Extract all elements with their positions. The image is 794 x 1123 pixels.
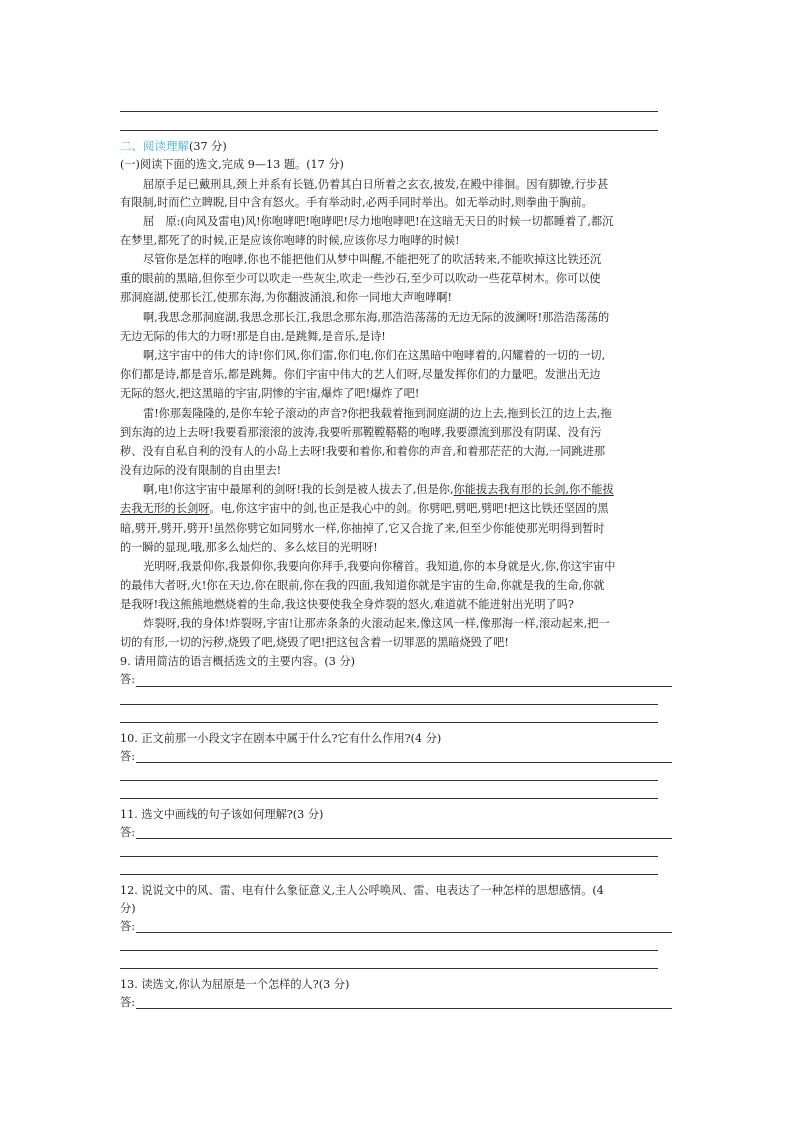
answer-field[interactable]	[136, 686, 672, 687]
passage-line	[120, 502, 680, 515]
passage-line: 到东海的边上去呀!我要看那滚滚的波涛,我要听那鞺鞺鞳鞳的咆哮,我要漂流到那没有阴谋、没有污	[120, 426, 602, 439]
underlined-sentence: 你能拔去我有形的长剑,你不能拔	[453, 483, 614, 496]
answer-rule[interactable]	[120, 798, 658, 799]
passage-line: 没有边际的没有限制的自由里去!	[120, 464, 282, 477]
passage-text: 。电,你这宇宙中的剑,也正是我心中的剑。你劈吧,劈吧,劈吧!把这比铁还坚固的黑	[209, 502, 609, 515]
question-10: 10. 正文前那一小段文字在剧本中属于什么?它有什么作用?(4 分)	[120, 732, 442, 745]
passage-line: 屈原手足已戴刑具,颈上并系有长链,仍着其白日所着之玄衣,披发,在殿中徘徊。因有脚镣,行步甚	[143, 178, 609, 191]
passage-line: 切的有形,一切的污秽,烧毁了吧,烧毁了吧!把这包含着一切罪恶的黑暗烧毁了吧!	[120, 636, 509, 649]
section-points: (37 分)	[189, 140, 227, 153]
section-title: 二、阅读理解	[120, 140, 189, 153]
answer-field[interactable]	[136, 838, 672, 839]
question-11: 11. 选文中画线的句子该如何理解?(3 分)	[120, 808, 324, 821]
answer-rule[interactable]	[120, 856, 658, 857]
passage-line: 重的眼前的黑暗,但你至少可以吹走一些灰尘,吹走一些沙石,至少可以吹动一些花草树木。你可以使	[120, 272, 601, 285]
answer-rule	[120, 130, 658, 131]
answer-rule[interactable]	[120, 780, 658, 781]
passage-line: 啊,我思念那洞庭湖,我思念那长江,我思念那东海,那浩浩荡荡的无边无际的波澜呀!那浩浩荡荡的	[143, 311, 610, 324]
question-9: 9. 请用简洁的语言概括选文的主要内容。(3 分)	[120, 655, 356, 668]
passage-line: 啊,这宇宙中的伟大的诗!你们风,你们雷,你们电,你们在这黑暗中咆哮着的,闪耀着的一切的一切,	[143, 349, 606, 362]
passage-line: 光明呀,我景仰你,我景仰你,我要向你拜手,我要向你稽首。我知道,你的本身就是火,你,你这宇宙中	[143, 560, 616, 573]
answer-field[interactable]	[136, 1008, 672, 1009]
question-12-cont: 分)	[120, 902, 136, 915]
answer-rule[interactable]	[120, 704, 658, 705]
passage-line: 无边无际的伟大的力呀!那是自由,是跳舞,是音乐,是诗!	[120, 330, 386, 343]
passage-line: 屈 原:(向风及雷电)风!你咆哮吧!咆哮吧!尽力地咆哮吧!在这暗无天日的时候一切都睡着了,都沉	[143, 215, 614, 228]
passage-line: 是我呀!我这熊熊地燃烧着的生命,我这快要使我全身炸裂的怒火,难道就不能迸射出光明了吗?	[120, 598, 574, 611]
answer-rule[interactable]	[120, 950, 658, 951]
answer-label: 答:	[120, 673, 135, 686]
passage-line: 秽、没有自私自利的没有人的小岛上去呀!我要和着你,和着你的声音,和着那茫茫的大海,一同跳进那	[120, 445, 606, 458]
passage-intro: (一)阅读下面的选文,完成 9—13 题。(17 分)	[120, 158, 344, 171]
passage-line: 在梦里,都死了的时候,正是应该你咆哮的时候,应该你尽力咆哮的时候!	[120, 234, 460, 247]
answer-label: 答:	[120, 750, 135, 763]
answer-rule[interactable]	[120, 874, 658, 875]
passage-line: 你们都是诗,都是音乐,都是跳舞。你们宇宙中伟大的艺人们呀,尽量发挥你们的力量吧。发泄出无边	[120, 368, 601, 381]
passage-text: 啊,电!你这宇宙中最犀利的剑呀!我的长剑是被人拔去了,但是你,	[143, 483, 454, 496]
answer-label: 答:	[120, 826, 135, 839]
section-heading	[120, 140, 680, 153]
question-13: 13. 读选文,你认为屈原是一个怎样的人?(3 分)	[120, 978, 350, 991]
passage-line: 的最伟大者呀,火!你在天边,你在眼前,你在我的四面,我知道你就是宇宙的生命,你就是我的生命,你就	[120, 579, 605, 592]
passage-line: 尽管你是怎样的咆哮,你也不能把他们从梦中叫醒,不能把死了的吹活转来,不能吹掉这比铁还沉	[143, 253, 602, 266]
answer-rule[interactable]	[120, 722, 658, 723]
passage-line: 炸裂呀,我的身体!炸裂呀,宇宙!让那赤条条的火滚动起来,像这风一样,像那海一样,滚动起来,把一	[143, 617, 610, 630]
passage-line: 雷!你那轰隆隆的,是你车轮子滚动的声音?你把我载着拖到洞庭湖的边上去,拖到长江的边上去,拖	[143, 407, 612, 420]
passage-line: 那洞庭湖,使那长江,使那东海,为你翻波涌浪,和你一同地大声咆哮啊!	[120, 291, 452, 304]
answer-rule	[120, 111, 658, 112]
answer-field[interactable]	[136, 932, 672, 933]
passage-line: 有限制,时而伫立睥睨,目中含有怒火。手有举动时,必两手同时举出。如无举动时,则拳曲于胸前。	[120, 196, 593, 209]
underlined-sentence: 去我无形的长剑呀	[120, 502, 210, 515]
passage-line: 暗,劈开,劈开,劈开!虽然你劈它如同劈水一样,你抽掉了,它又合拢了来,但至少你能使那光明得到暂时	[120, 522, 605, 535]
answer-label: 答:	[120, 920, 135, 933]
answer-field[interactable]	[136, 762, 672, 763]
passage-line: 无际的怒火,把这黑暗的宇宙,阴惨的宇宙,爆炸了吧!爆炸了吧!	[120, 387, 420, 400]
answer-rule[interactable]	[120, 968, 658, 969]
passage-line	[120, 483, 680, 496]
answer-label: 答:	[120, 996, 135, 1009]
question-12: 12. 说说文中的风、雷、电有什么象征意义,主人公呼唤风、雷、电表达了一种怎样的思想感情。(4	[120, 884, 604, 897]
passage-line: 的一瞬的显现,哦,那多么灿烂的、多么炫目的光明呀!	[120, 541, 378, 554]
